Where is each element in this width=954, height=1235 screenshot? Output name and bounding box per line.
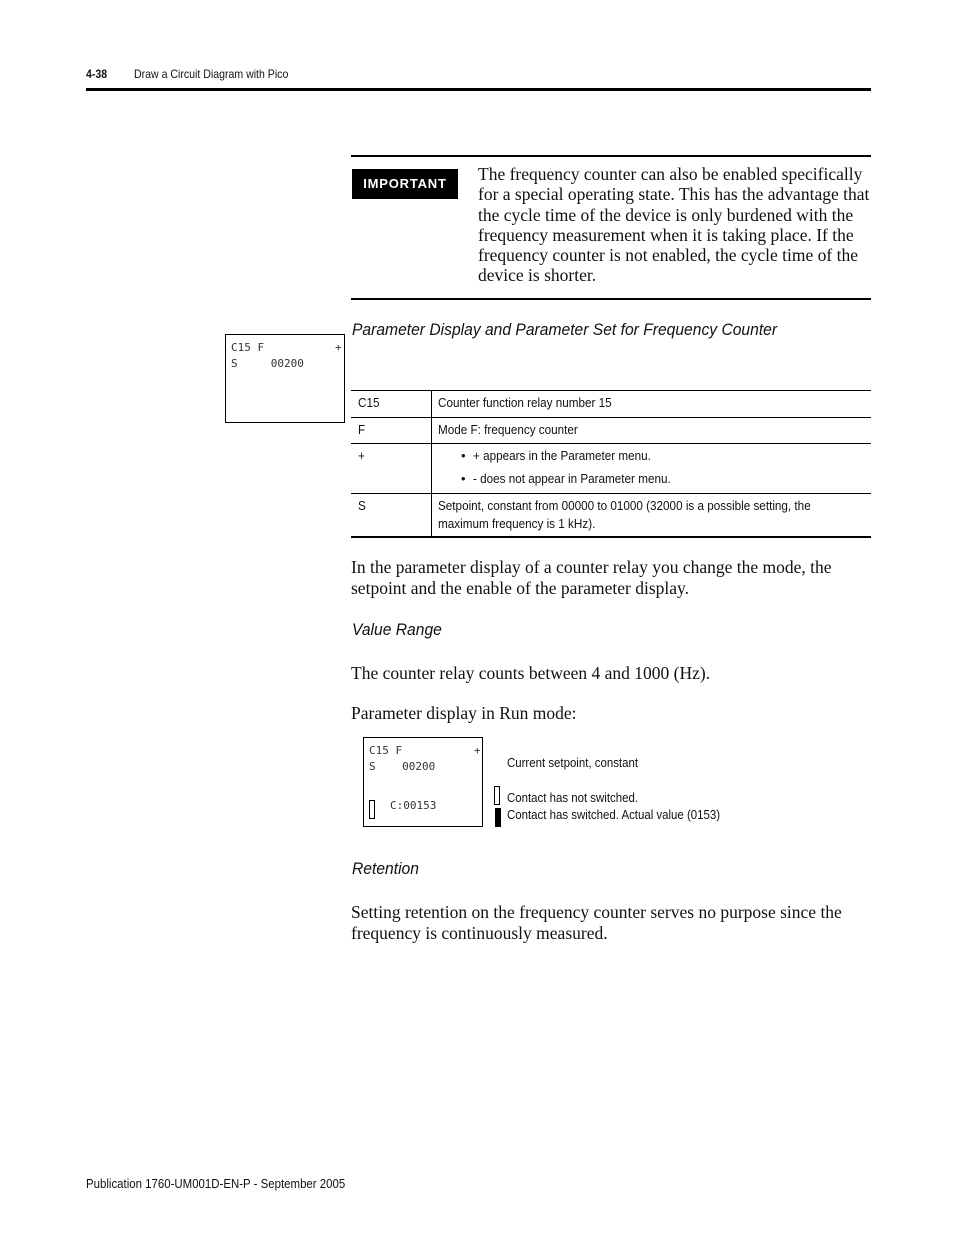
publication-footer: Publication 1760-UM001D-EN-P - September 2005 bbox=[86, 1176, 346, 1191]
lcd-line1-right: + bbox=[335, 341, 342, 354]
page-number: 4-38 bbox=[86, 67, 108, 81]
lcd-line4: C:00153 bbox=[390, 799, 437, 812]
table-row bbox=[351, 444, 871, 494]
table-row bbox=[351, 494, 871, 537]
lcd-line1-right: + bbox=[474, 744, 481, 757]
important-text: The frequency counter can also be enabled specifically for a special operating state. This has the advantage that the cycle time of the device is only burdened with the frequency measurement when it is taking place. If the frequency counter is not enabled, the cycle time of the device is shorter. bbox=[478, 164, 870, 286]
param-paragraph: In the parameter display of a counter relay you change the mode, the setpoint and the enable of the parameter display. bbox=[351, 557, 832, 598]
not-switched-note: Contact has not switched. bbox=[507, 790, 638, 805]
param-desc: Setpoint, constant from 00000 to 01000 (32000 is a possible setting, the maximum frequency is 1 kHz). bbox=[432, 494, 872, 537]
param-desc: Counter function relay number 15 bbox=[432, 391, 872, 418]
list-item: • + appears in the Parameter menu. bbox=[432, 444, 871, 467]
retention-text: Setting retention on the frequency counter serves no purpose since the frequency is continuously measured. bbox=[351, 902, 842, 943]
important-bottom-rule bbox=[351, 298, 871, 300]
bullet-list bbox=[432, 444, 871, 490]
switched-note: Contact has switched. Actual value (0153) bbox=[507, 807, 721, 822]
run-mode-lcd bbox=[363, 737, 483, 827]
table-row bbox=[351, 391, 871, 418]
param-desc: Mode F: frequency counter bbox=[432, 418, 872, 444]
param-key: S bbox=[351, 494, 432, 537]
setpoint-note: Current setpoint, constant bbox=[507, 755, 638, 770]
list-item: • - does not appear in Parameter menu. bbox=[432, 467, 871, 490]
important-badge: IMPORTANT bbox=[352, 169, 458, 199]
parameter-display-lcd bbox=[225, 334, 345, 423]
value-range-heading: Value Range bbox=[352, 620, 442, 639]
retention-heading: Retention bbox=[352, 859, 419, 878]
important-top-rule bbox=[351, 155, 871, 157]
contact-open-icon bbox=[369, 800, 375, 819]
chapter-title: Draw a Circuit Diagram with Pico bbox=[134, 67, 289, 81]
run-mode-label: Parameter display in Run mode: bbox=[351, 703, 577, 723]
param-key: F bbox=[351, 418, 432, 444]
param-key: C15 bbox=[351, 391, 432, 418]
lcd-line1-left: C15 F bbox=[369, 744, 403, 757]
param-section-heading: Parameter Display and Parameter Set for Frequency Counter bbox=[352, 320, 778, 339]
header-rule bbox=[86, 88, 871, 91]
value-range-text: The counter relay counts between 4 and 1000 (Hz). bbox=[351, 663, 711, 683]
param-desc bbox=[432, 444, 872, 494]
contact-open-icon bbox=[494, 786, 500, 805]
lcd-line2: S 00200 bbox=[369, 760, 436, 773]
param-key: + bbox=[351, 444, 432, 494]
lcd-line1-left: C15 F bbox=[231, 341, 265, 354]
table-row bbox=[351, 418, 871, 444]
contact-closed-icon bbox=[495, 808, 501, 827]
parameter-table bbox=[351, 390, 871, 538]
lcd-line2: S 00200 bbox=[231, 357, 304, 370]
